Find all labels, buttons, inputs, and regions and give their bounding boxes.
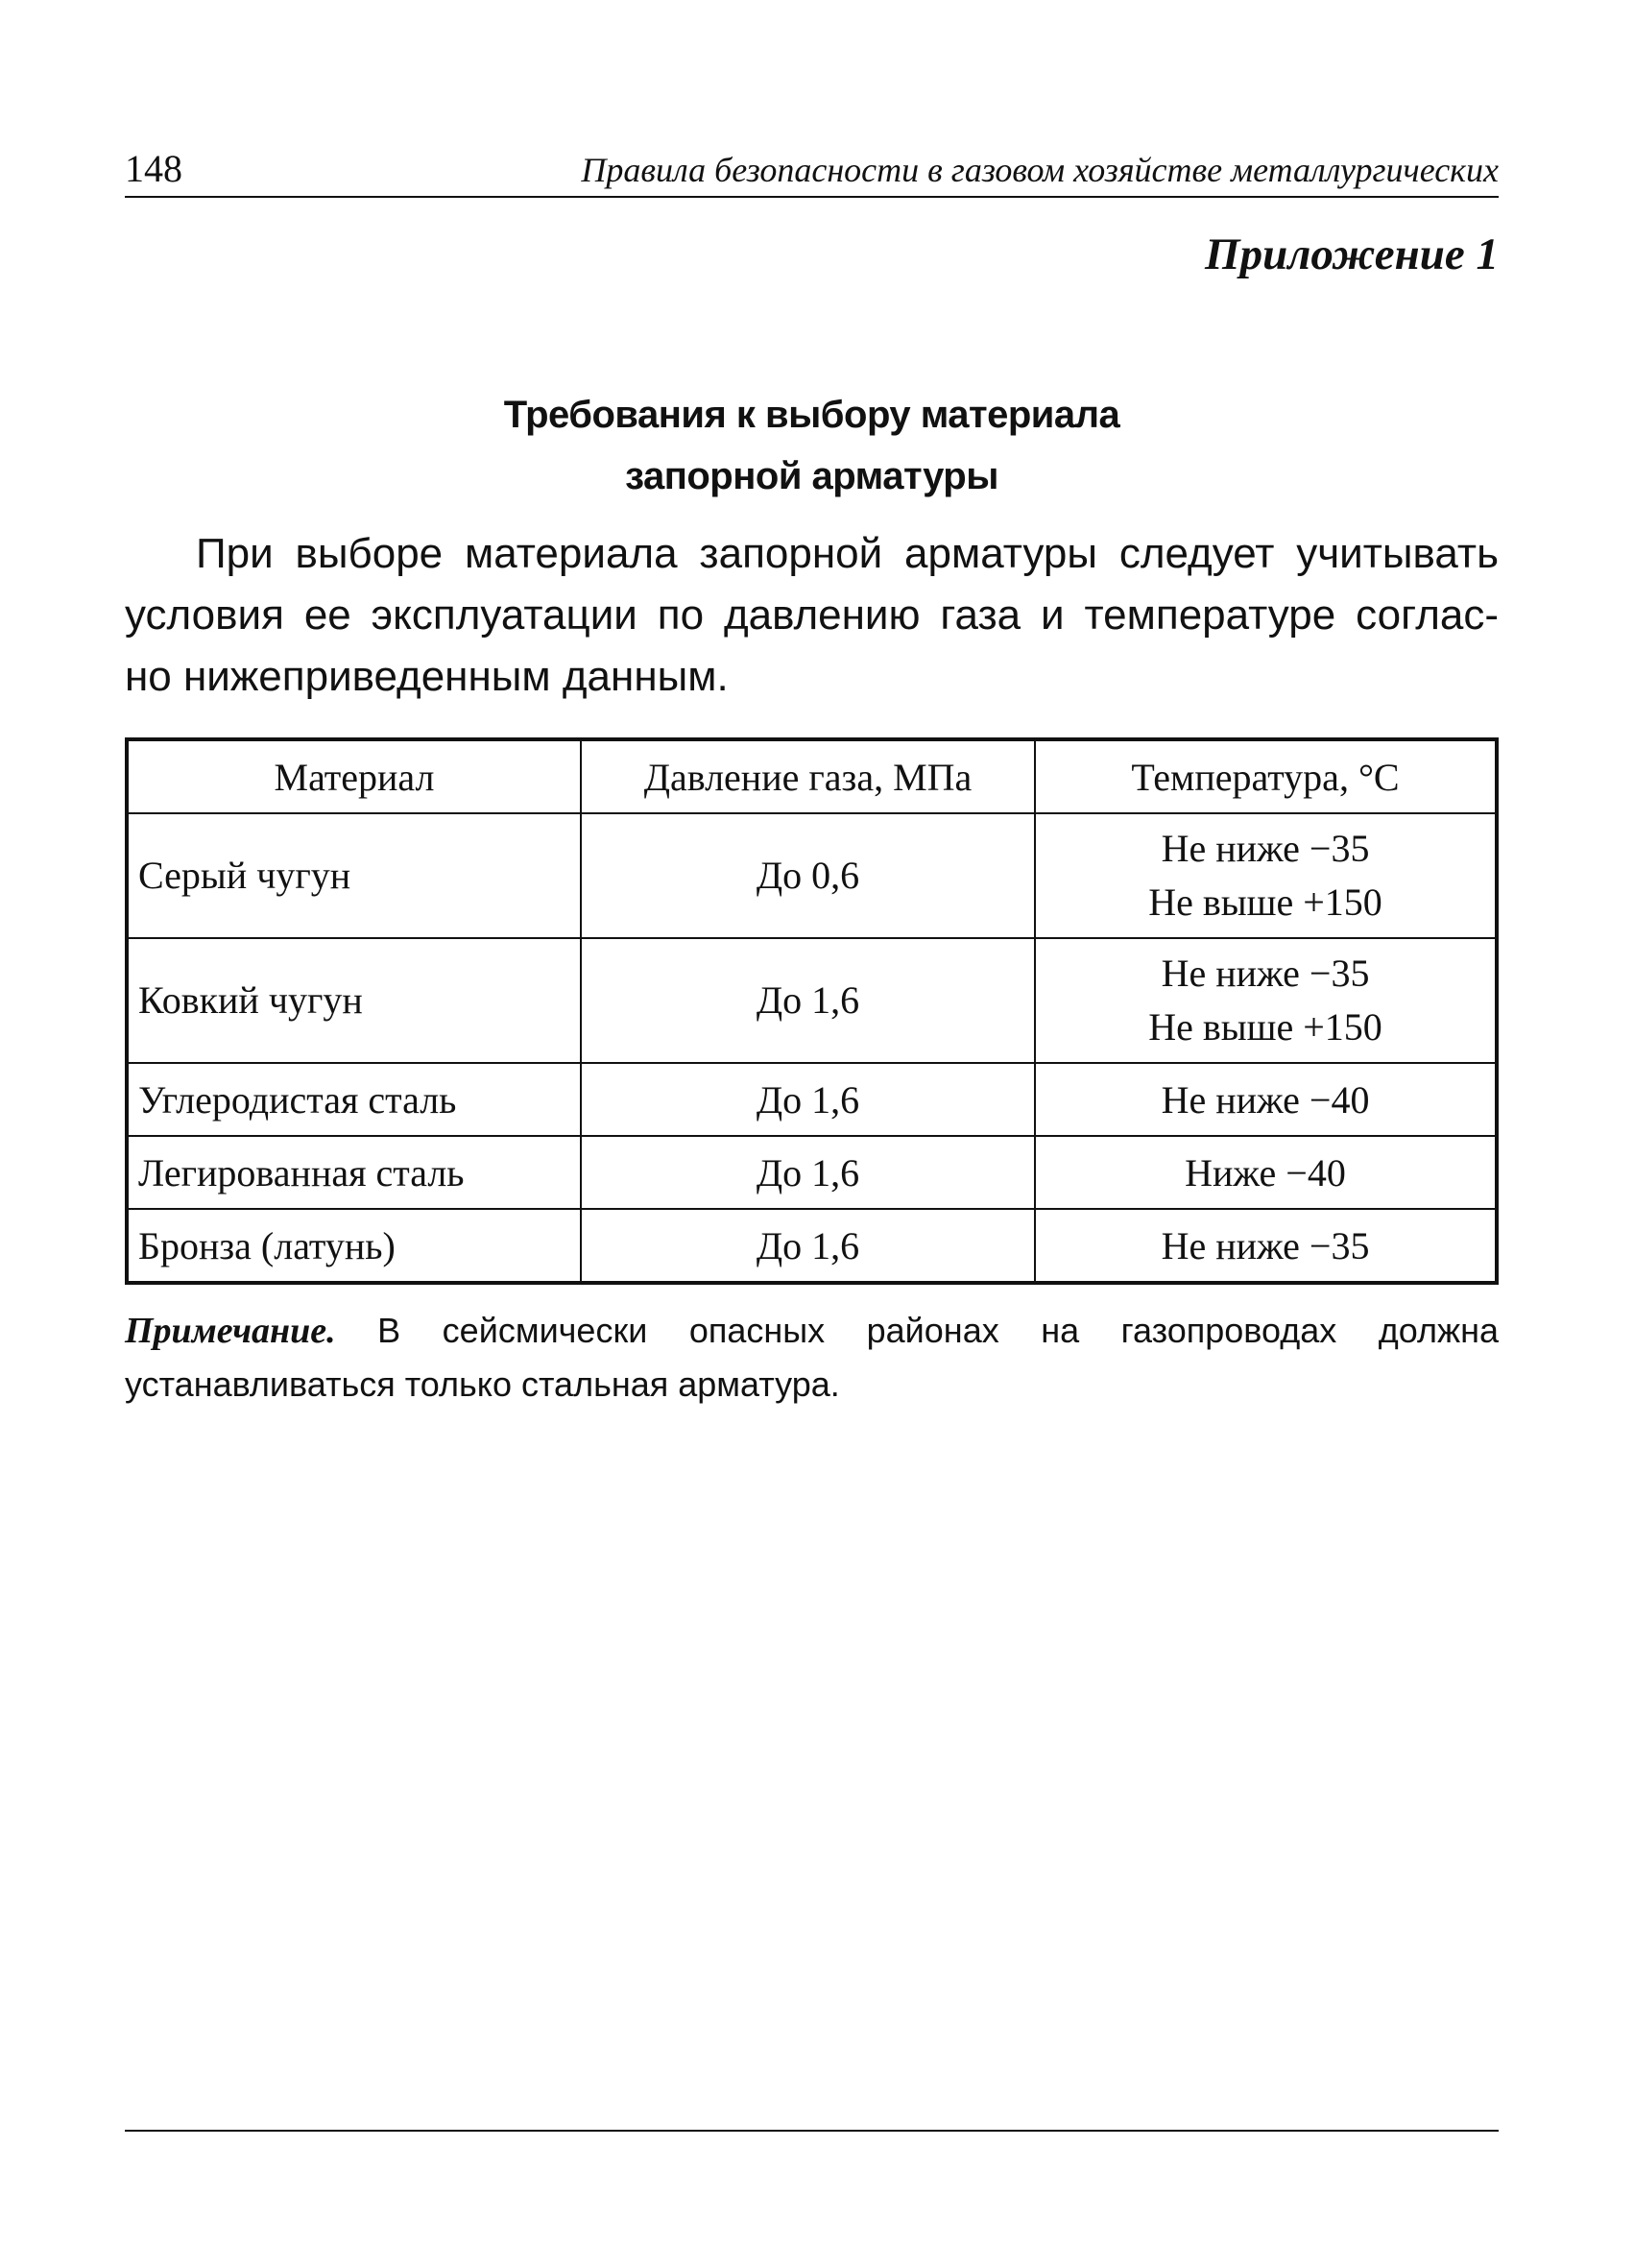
header-rule [125, 196, 1499, 198]
cell-temperature: Не ниже −35 [1035, 1209, 1497, 1283]
header-pressure: Давление газа, МПа [581, 739, 1035, 813]
section-title [125, 384, 1499, 507]
intro-paragraph [125, 523, 1499, 708]
cell-temperature: Не ниже −40 [1035, 1063, 1497, 1136]
header-material: Материал [127, 739, 581, 813]
table-row [127, 813, 1497, 938]
materials-table [125, 737, 1499, 1285]
note-line-2: устанавливаться только стальная арматура. [125, 1364, 840, 1404]
temp-max: Не выше +150 [1148, 1005, 1382, 1049]
intro-line-1: При выборе материала запорной арматуры следует учитывать [196, 530, 1499, 577]
note-line-1: В сейсмически опасных районах на газопроводах должна [377, 1311, 1499, 1350]
note [125, 1304, 1499, 1411]
cell-temperature [1035, 813, 1497, 938]
cell-pressure: До 1,6 [581, 938, 1035, 1063]
table-header-row [127, 739, 1497, 813]
table-row [127, 1209, 1497, 1283]
table-row [127, 1063, 1497, 1136]
footer-rule [125, 2130, 1499, 2132]
table-row [127, 1136, 1497, 1209]
cell-material: Углеродистая сталь [127, 1063, 581, 1136]
cell-pressure: До 1,6 [581, 1136, 1035, 1209]
cell-material: Серый чугун [127, 813, 581, 938]
section-title-line-1: Требования к выбору материала [503, 394, 1120, 436]
cell-pressure: До 1,6 [581, 1063, 1035, 1136]
temp-max: Не выше +150 [1148, 881, 1382, 924]
cell-temperature [1035, 938, 1497, 1063]
cell-pressure: До 0,6 [581, 813, 1035, 938]
cell-material: Бронза (латунь) [127, 1209, 581, 1283]
appendix-label: Приложение 1 [1205, 229, 1499, 279]
cell-material: Легированная сталь [127, 1136, 581, 1209]
intro-line-2: условия ее эксплуатации по давлению газа и температуре соглас- [125, 591, 1499, 639]
cell-material: Ковкий чугун [127, 938, 581, 1063]
page-number: 148 [125, 147, 182, 190]
intro-line-3: но нижеприведенным данным. [125, 653, 729, 700]
running-title: Правила безопасности в газовом хозяйстве металлургических [581, 151, 1499, 189]
temp-min: Не ниже −35 [1161, 952, 1370, 995]
note-label: Примечание. [125, 1311, 336, 1351]
cell-pressure: До 1,6 [581, 1209, 1035, 1283]
section-title-line-2: запорной арматуры [625, 455, 998, 497]
temp-min: Не ниже −35 [1161, 827, 1370, 870]
table-row [127, 938, 1497, 1063]
cell-temperature: Ниже −40 [1035, 1136, 1497, 1209]
header-temperature: Температура, °С [1035, 739, 1497, 813]
